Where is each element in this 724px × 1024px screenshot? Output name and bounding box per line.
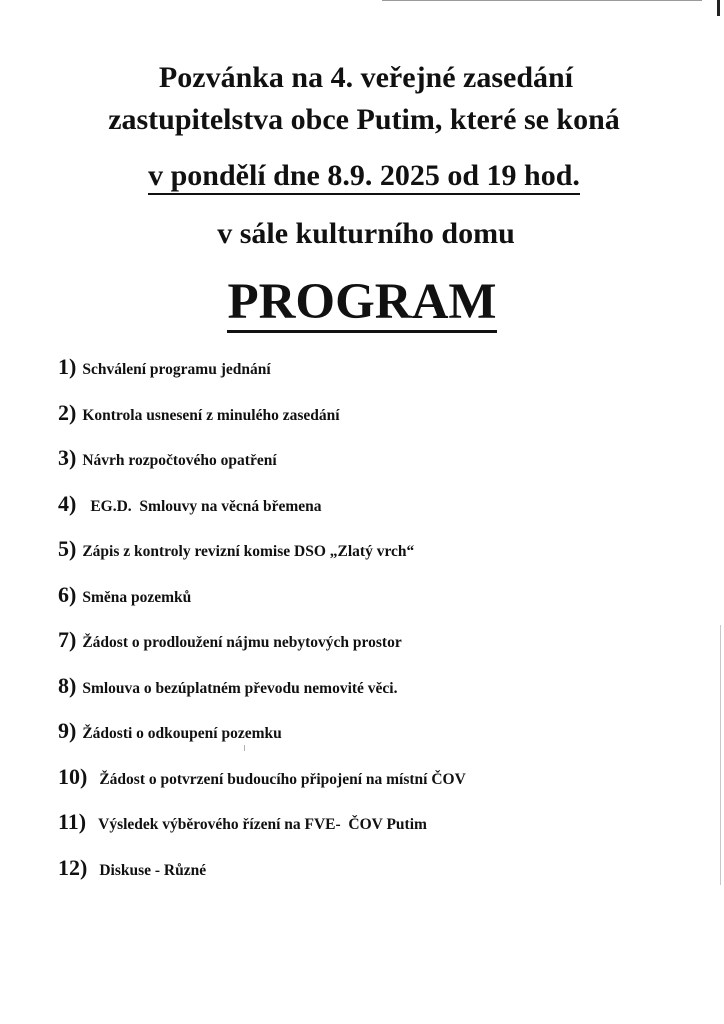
agenda-list [58,354,698,900]
scan-speck [244,745,245,751]
agenda-item-number: 5) [58,536,77,561]
agenda-item-number: 9) [58,718,77,743]
agenda-item [58,400,698,446]
agenda-item-number: 7) [58,627,77,652]
agenda-item [58,445,698,491]
agenda-item-number: 2) [58,399,77,425]
agenda-item [58,582,698,628]
agenda-item [58,764,698,810]
agenda-item [58,673,698,719]
agenda-item [58,354,698,400]
agenda-item-number: 10) [58,763,88,789]
agenda-item-text: Žádost o potvrzení budoucího připojení na místní ČOV [99,770,466,788]
scan-edge-mark [717,0,720,16]
agenda-item-number: 3) [58,445,77,470]
agenda-item [58,627,698,673]
agenda-item-text: Žádost o prodloužení nájmu nebytových prostor [82,634,402,651]
agenda-item-number: 11) [58,809,87,834]
agenda-item-number: 1) [58,354,77,379]
meeting-date-line [2,158,724,194]
agenda-item-text: Návrh rozpočtového opatření [82,452,277,469]
agenda-item-text: Žádosti o odkoupení pozemku [82,725,282,742]
agenda-item [58,718,698,764]
agenda-item-number: 8) [58,672,77,698]
agenda-item [58,536,698,582]
meeting-venue: v sále kulturního domu [217,217,515,250]
agenda-item-number: 4) [58,490,77,516]
agenda-item-text: Schválení programu jednání [82,361,271,378]
agenda-item-text: Diskuse - Různé [99,861,207,879]
agenda-item [58,855,698,901]
program-heading-text: PROGRAM [227,274,496,333]
invitation-title-line-2: zastupitelstva obce Putim, které se koná [108,103,620,136]
scan-edge-line [720,625,721,885]
agenda-item [58,809,698,855]
agenda-item-text: Směna pozemků [82,588,192,606]
agenda-item [58,491,698,537]
program-heading [0,272,724,332]
agenda-item-text: Zápis z kontroly revizní komise DSO „Zlatý vrch“ [82,543,415,560]
agenda-item-text: Smlouva o bezúplatném převodu nemovité věci. [82,679,398,697]
agenda-item-text: Výsledek výběrového řízení na FVE- ČOV Putim [98,816,427,833]
agenda-item-text: Kontrola usnesení z minulého zasedání [82,406,340,424]
agenda-item-number: 6) [58,581,77,607]
invitation-title-line-1: Pozvánka na 4. veřejné zasedání [158,61,574,94]
agenda-item-text: EG.D. Smlouvy na věcná břemena [90,497,322,515]
agenda-item-number: 12) [58,854,88,880]
scan-edge-top [382,0,702,1]
meeting-date: v pondělí dne 8.9. 2025 od 19 hod. [148,159,580,195]
